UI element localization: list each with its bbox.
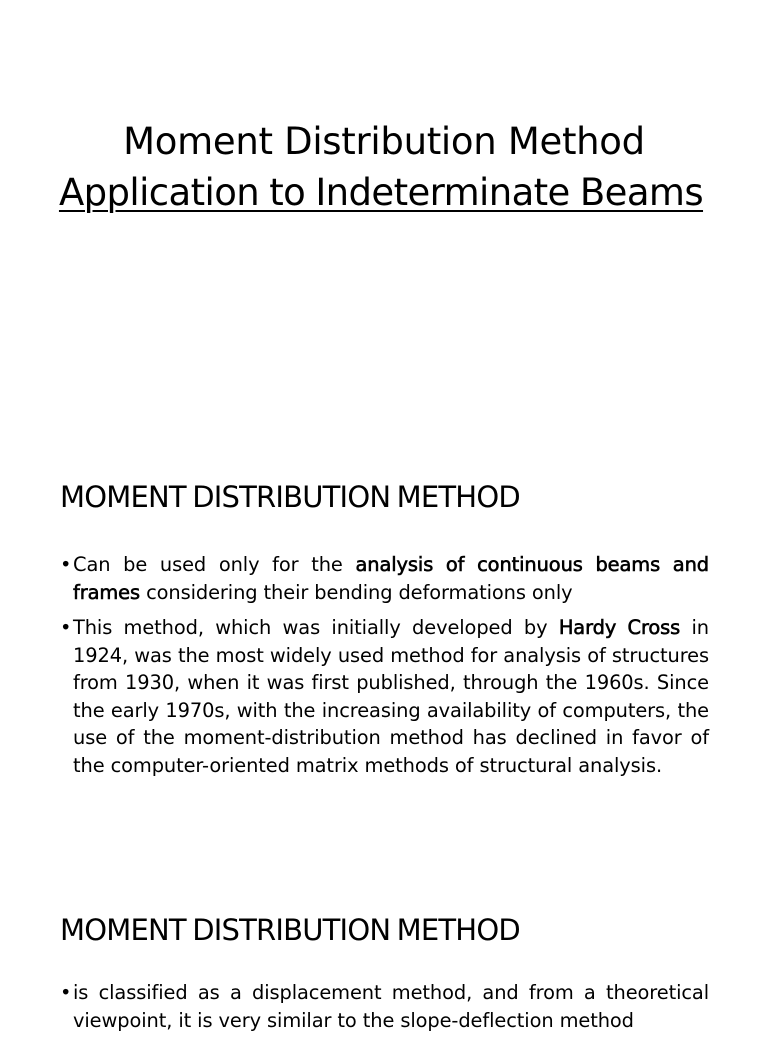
bullet-item <box>60 614 709 779</box>
section-heading: MOMENT DISTRIBUTION METHOD <box>60 480 520 514</box>
bullet-marker: • <box>60 616 72 639</box>
slide-subtitle: Application to Indeterminate Beams <box>58 171 704 214</box>
bullet-item <box>60 979 709 1034</box>
bullet-marker: • <box>60 981 72 1004</box>
bullet-item <box>60 551 709 606</box>
bullet-text: considering their bending deformations only <box>140 580 573 604</box>
bullet-text: Can be used only for the <box>73 553 356 576</box>
bullet-text: is classified as a displacement method, and from a theoretical viewpoint, it is very similar to the slope-deflection method <box>73 981 709 1032</box>
slide-title: Moment Distribution Method <box>123 120 645 163</box>
section-heading: MOMENT DISTRIBUTION METHOD <box>60 913 520 947</box>
bullet-marker: • <box>60 553 72 576</box>
bullet-text: in 1924, was the most widely used method for analysis of structures from 1930, when it was first published, through the 1960s. Since the early 1970s, with the increasing availability of computers, the use of the moment-distribution method has declined in favor of the computer-oriented matrix methods of structural analysis. <box>73 616 709 777</box>
bullet-bold-text: analysis of continuous beams and frames <box>73 553 709 604</box>
bullet-list <box>60 551 709 787</box>
bullet-bold-text: Hardy Cross <box>558 616 681 639</box>
bullet-list <box>60 979 709 1042</box>
bullet-text: This method, which was initially developed by <box>73 616 559 639</box>
